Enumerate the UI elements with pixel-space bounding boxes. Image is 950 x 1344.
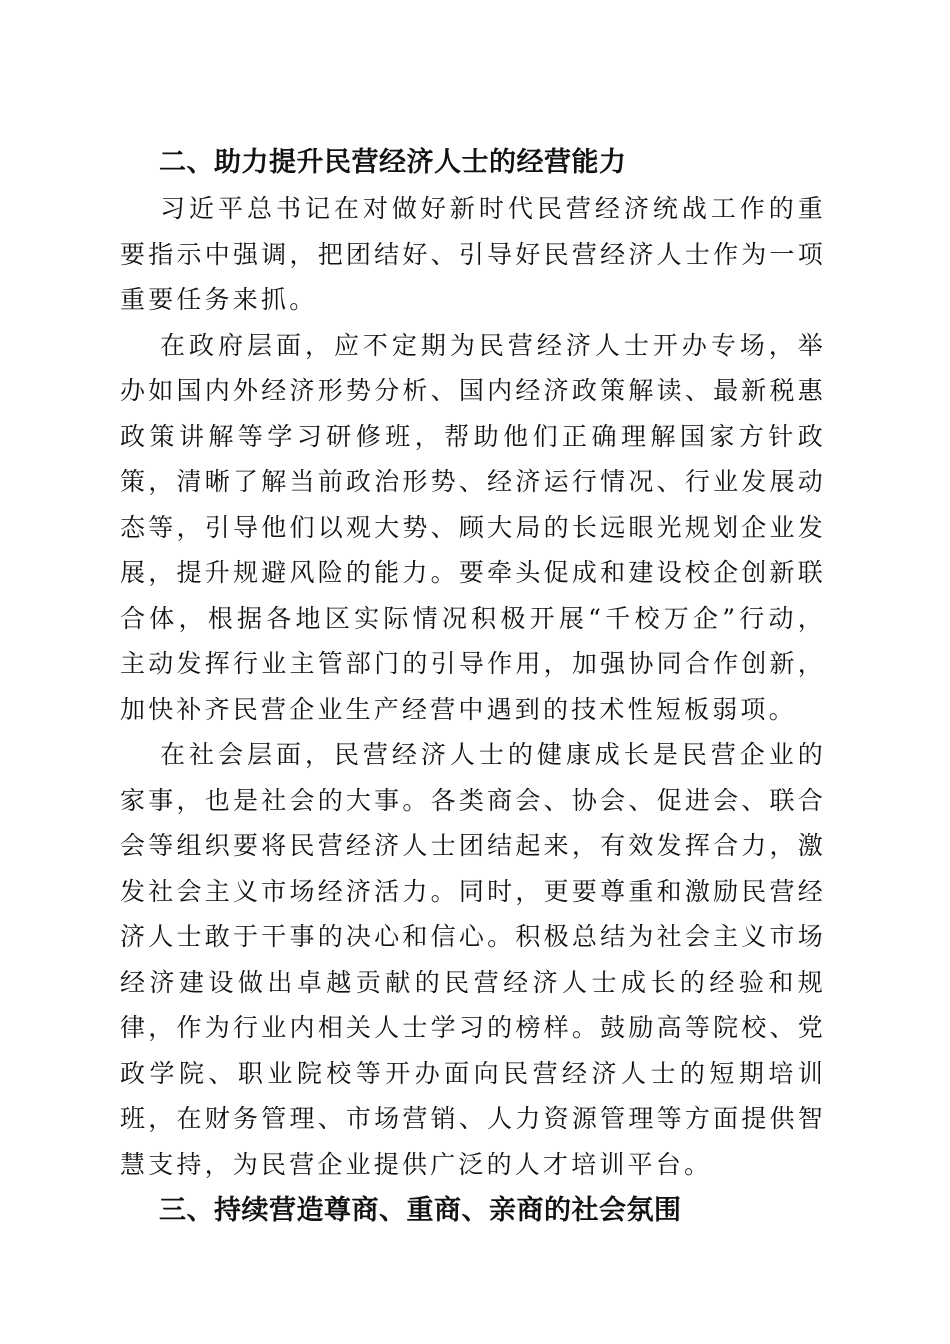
paragraph-3: 在社会层面，民营经济人士的健康成长是民营企业的家事，也是社会的大事。各类商会、协会、促进会、联合会等组织要将民营经济人士团结起来，有效发挥合力，激发社会主义市场经济活力。同时，更要尊重和激励民营经济人士敢于干事的决心和信心。积极总结为社会主义市场经济建设做出卓越贡献的民营经济人士成长的经验和规律，作为行业内相关人士学习的榜样。鼓励高等院校、党政学院、职业院校等开办面向民营经济人士的短期培训班，在财务管理、市场营销、人力资源管理等方面提供智慧支持，为民营企业提供广泛的人才培训平台。: [120, 740, 826, 1179]
section-heading-2: 二、助力提升民营经济人士的经营能力: [159, 147, 627, 178]
section-heading-3: 三、持续营造尊商、重商、亲商的社会氛围: [159, 1195, 682, 1226]
paragraph-1: 习近平总书记在对做好新时代民营经济统战工作的重要指示中强调，把团结好、引导好民营经济人士作为一项重要任务来抓。: [120, 194, 826, 314]
paragraph-2: 在政府层面，应不定期为民营经济人士开办专场，举办如国内外经济形势分析、国内经济政策解读、最新税惠政策讲解等学习研修班，帮助他们正确理解国家方针政策，清晰了解当前政治形势、经济运行情况、行业发展动态等，引导他们以观大势、顾大局的长远眼光规划企业发展，提升规避风险的能力。要牵头促成和建设校企创新联合体，根据各地区实际情况积极开展“千校万企”行动，主动发挥行业主管部门的引导作用，加强协同合作创新，加快补齐民营企业生产经营中遇到的技术性短板弱项。: [120, 330, 826, 724]
document-body: [120, 139, 826, 1234]
